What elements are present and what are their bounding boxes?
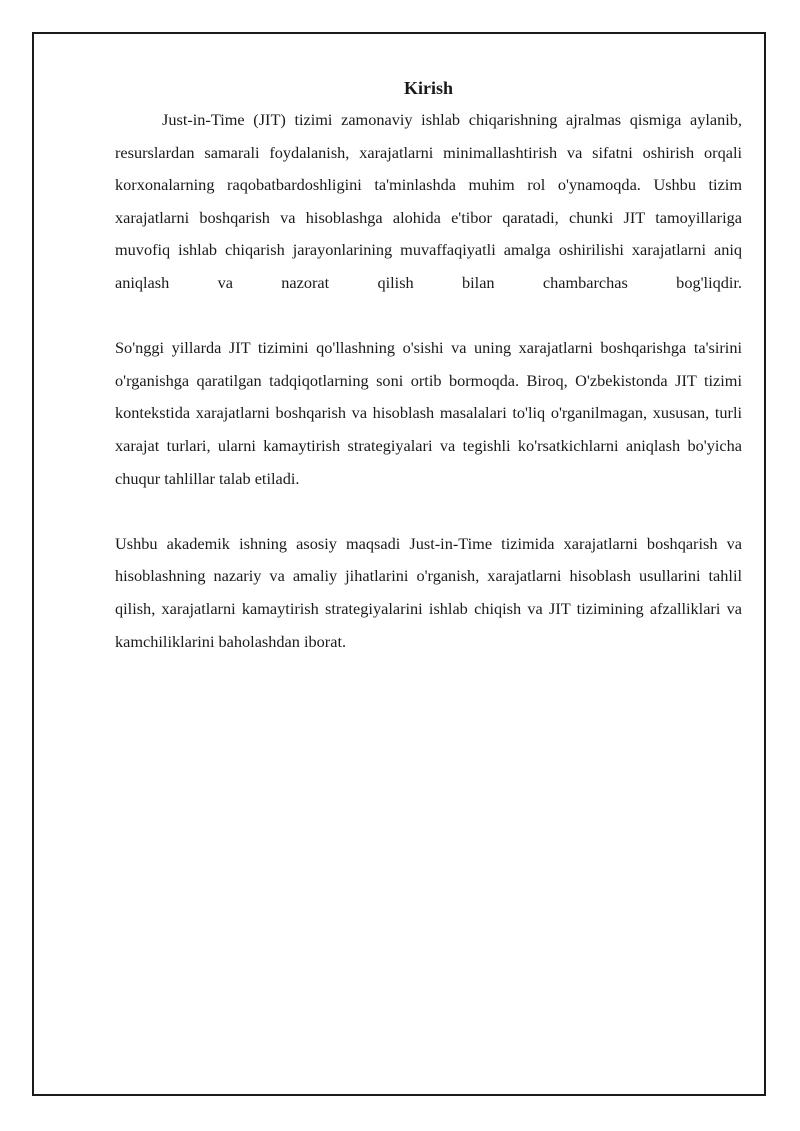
- document-body: [115, 74, 742, 658]
- paragraph-2: So'nggi yillarda JIT tizimini qo'llashning o'sishi va uning xarajatlarni boshqarishga ta'sirini o'rganishga qaratilgan tadqiqotlarning soni ortib bormoqda. Biroq, O'zbekistonda JIT tizimi kontekstida xarajatlarni boshqarish va hisoblash masalalari to'liq o'rganilmagan, xususan, turli xarajat turlari, ularni kamaytirish strategiyalari va tegishli ko'rsatkichlarni aniqlash bo'yicha chuqur tahlillar talab etiladi.: [115, 338, 742, 488]
- page-title: Kirish: [403, 78, 453, 98]
- paragraph-1: Just-in-Time (JIT) tizimi zamonaviy ishlab chiqarishning ajralmas qismiga aylanib, resurslardan samarali foydalanish, xarajatlarni minimallashtirish va sifatni oshirish orqali korxonalarning raqobatbardoshligini ta'minlashda muhim rol o'ynamoqda. Ushbu tizim xarajatlarni boshqarish va hisoblashga alohida e'tibor qaratadi, chunki JIT tamoyillariga muvofiq ishlab chiqarish jarayonlarining muvaffaqiyatli amalga oshirilishi xarajatlarni aniq aniqlash va nazorat qilish bilan chambarchas bog'liqdir.: [115, 110, 742, 292]
- paragraph-spacer: [115, 495, 742, 528]
- paragraph-spacer: [115, 300, 742, 333]
- paragraph-3: Ushbu akademik ishning asosiy maqsadi Just-in-Time tizimida xarajatlarni boshqarish va hisoblashning nazariy va amaliy jihatlarini o'rganish, xarajatlarni hisoblash usullarini tahlil qilish, xarajatlarni kamaytirish strategiyalarini ishlab chiqish va JIT tizimining afzalliklari va kamchiliklarini baholashdan iborat.: [115, 533, 742, 651]
